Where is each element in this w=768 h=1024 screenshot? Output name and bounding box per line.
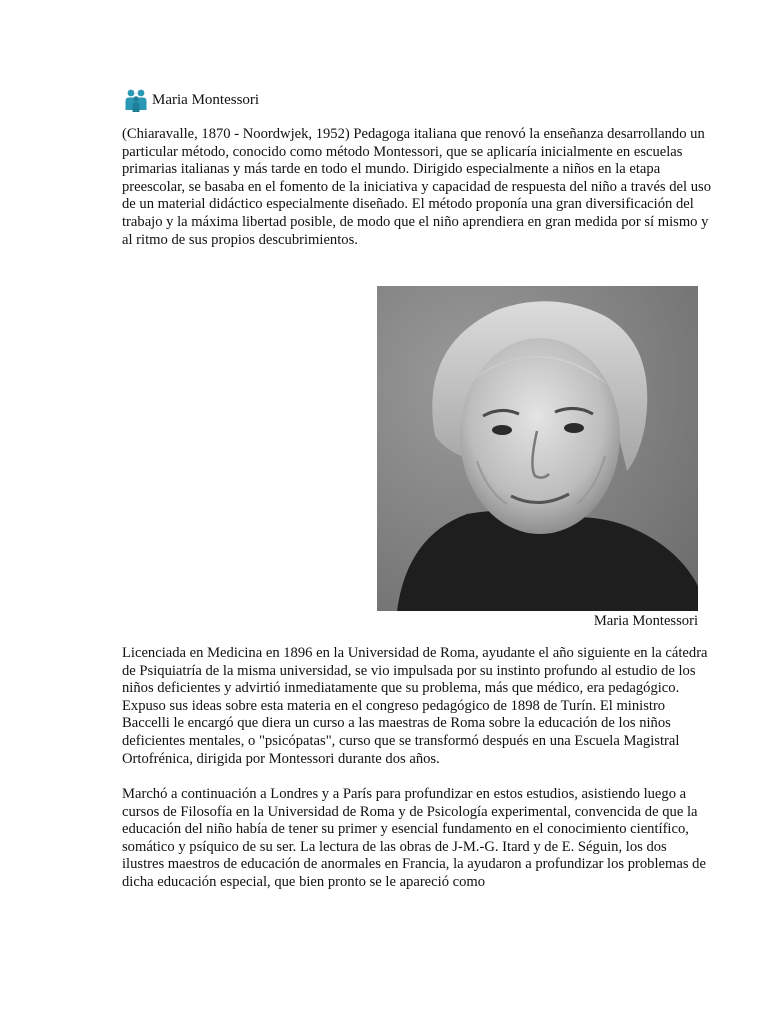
intro-paragraph: (Chiaravalle, 1870 - Noordwjek, 1952) Pedagoga italiana que renovó la enseñanza desarrollando un particular método, conocido como método Montessori, que se aplicaría inicialmente en escuelas primarias italianas y más tarde en todo el mundo. Dirigido especialmente a niños en la etapa preescolar, se basaba en el fomento de la iniciativa y capacidad de respuesta del niño a través del uso de un material didáctico especialmente diseñado. El método proponía una gran diversificación del trabajo y la máxima libertad posible, de modo que el niño aprendiera en gran medida por sí mismo y al ritmo de sus propios descubrimientos.	[122, 126, 712, 248]
biography-paragraph-2: Marchó a continuación a Londres y a París para profundizar en estos estudios, asistiendo luego a cursos de Filosofía en la Universidad de Roma y de Psicología experimental, convencida de que la educación del niño había de tener su primer y esencial fundamento en el conocimiento científico, somático y psíquico de su ser. La lectura de las obras de J-M.-G. Itard y de E. Séguin, los dos ilustres maestros de educación de anormales en Francia, la ayudaron a profundizar los problemas de dicha educación especial, que bien pronto se le apareció como	[122, 786, 706, 890]
photo-caption: Maria Montessori	[593, 613, 698, 629]
biography-paragraph-1: Licenciada en Medicina en 1896 en la Universidad de Roma, ayudante el año siguiente en la cátedra de Psiquiatría de la misma universidad, se vio impulsada por su instinto profundo al estudio de los niños deficientes y advirtió inmediatamente que su problema, más que médico, era pedagógico. Expuso sus ideas sobre esta materia en el congreso pedagógico de 1898 de Turín. El ministro Baccelli le encargó que diera un curso a las maestras de Roma sobre la educación de los niños deficientes mentales, o "psicópatas", curso que se transformó después en una Escuela Magistral Ortofrénica, dirigida por Montessori durante dos años.	[122, 645, 708, 767]
heading	[124, 88, 259, 112]
portrait-photo	[377, 286, 698, 611]
people-icon	[124, 88, 148, 112]
document-title: Maria Montessori	[152, 92, 260, 108]
